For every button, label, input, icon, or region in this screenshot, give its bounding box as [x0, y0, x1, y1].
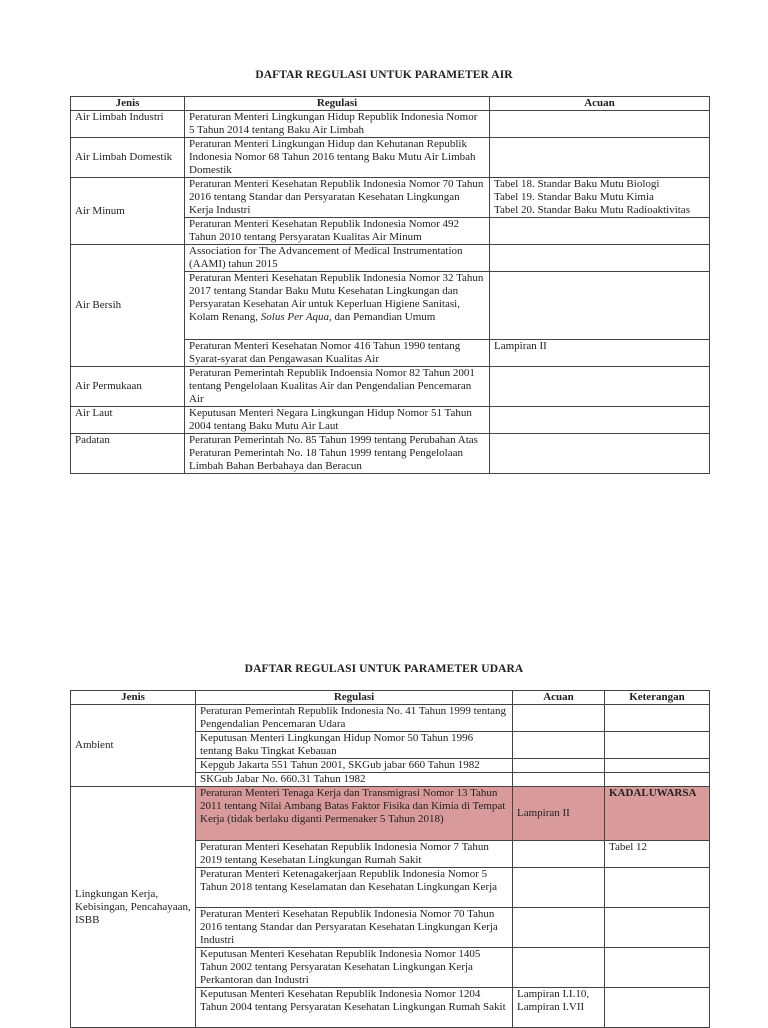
table-row	[71, 245, 710, 272]
cell-regulasi: Keputusan Menteri Kesehatan Republik Indonesia Nomor 1204 Tahun 2004 tentang Persyaratan Kesehatan Lingkungan Rumah Sakit	[196, 988, 513, 1028]
acuan-line: Tabel 20. Standar Baku Mutu Radioaktivitas	[494, 204, 690, 216]
table-row	[71, 111, 710, 138]
cell-regulasi: Peraturan Menteri Lingkungan Hidup dan Kehutanan Republik Indonesia Nomor 68 Tahun 2016 tentang Baku Mutu Air Limbah Domestik	[185, 138, 490, 178]
cell-regulasi: Peraturan Pemerintah No. 85 Tahun 1999 tentang Perubahan Atas Peraturan Pemerintah No. 18 Tahun 1999 tentang Pengelolaan Limbah Bahan Berbahaya dan Beracun	[185, 434, 490, 474]
udara-table-title: DAFTAR REGULASI UNTUK PARAMETER UDARA	[244, 663, 524, 675]
header-jenis: Jenis	[71, 691, 196, 705]
cell-jenis: Ambient	[71, 705, 196, 787]
table-row	[71, 138, 710, 178]
cell-keterangan	[605, 773, 710, 787]
table-row	[71, 407, 710, 434]
cell-acuan	[490, 434, 710, 474]
cell-regulasi: Kepgub Jakarta 551 Tahun 2001, SKGub jabar 660 Tahun 1982	[196, 759, 513, 773]
header-regulasi: Regulasi	[196, 691, 513, 705]
cell-regulasi: SKGub Jabar No. 660.31 Tahun 1982	[196, 773, 513, 787]
cell-acuan	[490, 407, 710, 434]
cell-jenis: Air Laut	[71, 407, 185, 434]
cell-regulasi: Keputusan Menteri Lingkungan Hidup Nomor 50 Tahun 1996 tentang Baku Tingkat Kebauan	[196, 732, 513, 759]
cell-regulasi: Peraturan Menteri Lingkungan Hidup Republik Indonesia Nomor 5 Tahun 2014 tentang Baku Air Limbah	[185, 111, 490, 138]
cell-acuan	[513, 988, 605, 1028]
header-acuan: Acuan	[490, 97, 710, 111]
table-header-row	[71, 97, 710, 111]
cell-keterangan	[605, 868, 710, 908]
cell-jenis: Air Minum	[71, 178, 185, 245]
cell-keterangan: Tabel 12	[605, 841, 710, 868]
cell-regulasi	[185, 272, 490, 340]
cell-regulasi: Keputusan Menteri Kesehatan Republik Indonesia Nomor 1405 Tahun 2002 tentang Persyaratan Kesehatan Lingkungan Kerja Perkantoran dan Industri	[196, 948, 513, 988]
cell-keterangan	[605, 988, 710, 1028]
cell-acuan: Lampiran II	[490, 340, 710, 367]
acuan-line: Lampiran I.I.10,	[517, 988, 590, 1000]
cell-acuan	[513, 841, 605, 868]
cell-keterangan	[605, 732, 710, 759]
cell-acuan	[490, 367, 710, 407]
table-row	[71, 434, 710, 474]
cell-acuan	[513, 773, 605, 787]
header-jenis: Jenis	[71, 97, 185, 111]
acuan-line: Tabel 18. Standar Baku Mutu Biologi	[494, 178, 660, 190]
cell-acuan	[513, 868, 605, 908]
header-acuan: Acuan	[513, 691, 605, 705]
udara-regulation-table	[70, 690, 710, 1028]
cell-regulasi: Peraturan Pemerintah Republik Indonesia No. 41 Tahun 1999 tentang Pengendalian Pencemaran Udara	[196, 705, 513, 732]
cell-acuan	[490, 218, 710, 245]
cell-acuan	[490, 178, 710, 218]
status-badge: KADALUWARSA	[605, 787, 710, 841]
acuan-line: Tabel 19. Standar Baku Mutu Kimia	[494, 191, 654, 203]
cell-keterangan	[605, 908, 710, 948]
cell-regulasi: Peraturan Menteri Tenaga Kerja dan Transmigrasi Nomor 13 Tahun 2011 tentang Nilai Ambang Batas Faktor Fisika dan Kimia di Tempat Kerja (tidak berlaku diganti Permenaker 5 Tahun 2018)	[196, 787, 513, 841]
table-row	[71, 705, 710, 732]
acuan-line: Lampiran I.VII	[517, 1001, 585, 1013]
cell-jenis: Air Bersih	[71, 245, 185, 367]
air-table-title: DAFTAR REGULASI UNTUK PARAMETER AIR	[255, 69, 513, 81]
cell-acuan	[490, 245, 710, 272]
cell-acuan	[490, 272, 710, 340]
cell-regulasi: Association for The Advancement of Medical Instrumentation (AAMI) tahun 2015	[185, 245, 490, 272]
cell-acuan	[513, 759, 605, 773]
table-row	[71, 367, 710, 407]
cell-acuan	[490, 138, 710, 178]
cell-acuan	[513, 732, 605, 759]
air-regulation-table	[70, 96, 710, 474]
table-row	[71, 787, 710, 841]
cell-acuan: Lampiran II	[513, 787, 605, 841]
cell-jenis: Air Limbah Industri	[71, 111, 185, 138]
cell-keterangan	[605, 759, 710, 773]
regulasi-text: Peraturan Menteri Kesehatan Republik Indonesia Nomor 32 Tahun 2017 tentang Standar Baku Mutu Kesehatan Lingkungan dan Persyaratan Kesehatan Air untuk Keperluan Higiene Sanitasi, Kolam Renang,	[189, 272, 484, 323]
cell-regulasi: Peraturan Menteri Kesehatan Nomor 416 Tahun 1990 tentang Syarat-syarat dan Pengawasan Kualitas Air	[185, 340, 490, 367]
cell-jenis: Padatan	[71, 434, 185, 474]
cell-regulasi: Peraturan Menteri Kesehatan Republik Indonesia Nomor 70 Tahun 2016 tentang Standar dan Persyaratan Kesehatan Lingkungan Kerja Industri	[185, 178, 490, 218]
cell-acuan	[513, 908, 605, 948]
table-header-row	[71, 691, 710, 705]
cell-regulasi: Peraturan Menteri Ketenagakerjaan Republik Indonesia Nomor 5 Tahun 2018 tentang Keselamatan dan Kesehatan Lingkungan Kerja	[196, 868, 513, 908]
cell-keterangan	[605, 948, 710, 988]
cell-regulasi: Peraturan Pemerintah Republik Indoensia Nomor 82 Tahun 2001 tentang Pengelolaan Kualitas Air dan Pengendalian Pencemaran Air	[185, 367, 490, 407]
regulasi-italic-text: Solus Per Aqua	[260, 311, 330, 323]
header-regulasi: Regulasi	[185, 97, 490, 111]
cell-jenis: Lingkungan Kerja, Kebisingan, Pencahayaan, ISBB	[71, 787, 196, 1028]
regulasi-text: , dan Pemandian Umum	[329, 311, 436, 323]
cell-keterangan	[605, 705, 710, 732]
cell-acuan	[490, 111, 710, 138]
cell-regulasi: Keputusan Menteri Negara Lingkungan Hidup Nomor 51 Tahun 2004 tentang Baku Mutu Air Laut	[185, 407, 490, 434]
cell-regulasi: Peraturan Menteri Kesehatan Republik Indonesia Nomor 70 Tahun 2016 tentang Standar dan Persyaratan Kesehatan Lingkungan Kerja Industri	[196, 908, 513, 948]
cell-regulasi: Peraturan Menteri Kesehatan Republik Indonesia Nomor 492 Tahun 2010 tentang Persyaratan Kualitas Air Minum	[185, 218, 490, 245]
cell-jenis: Air Limbah Domestik	[71, 138, 185, 178]
cell-acuan	[513, 705, 605, 732]
cell-regulasi: Peraturan Menteri Kesehatan Republik Indonesia Nomor 7 Tahun 2019 tentang Kesehatan Lingkungan Rumah Sakit	[196, 841, 513, 868]
cell-acuan	[513, 948, 605, 988]
header-keterangan: Keterangan	[605, 691, 710, 705]
table-row	[71, 178, 710, 218]
cell-jenis: Air Permukaan	[71, 367, 185, 407]
